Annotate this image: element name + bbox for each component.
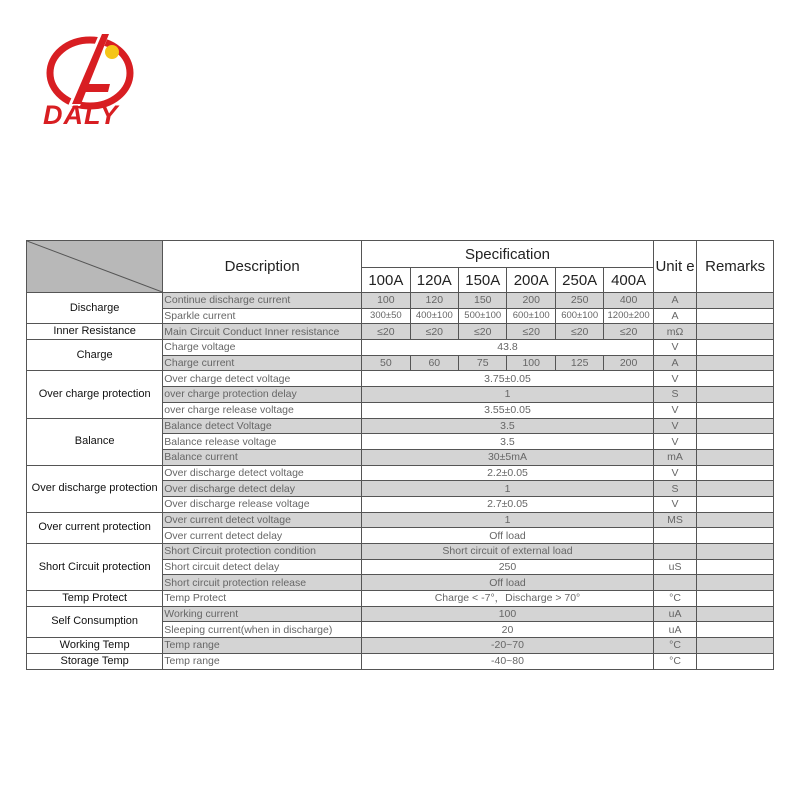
table-row (27, 293, 774, 309)
row-value: ≤20 (507, 324, 555, 340)
row-remarks (697, 638, 774, 654)
category-charge: Charge (27, 340, 163, 371)
row-remarks (697, 481, 774, 497)
row-unit: MS (653, 512, 696, 528)
row-remarks (697, 559, 774, 575)
table-row (27, 465, 774, 481)
row-unit: V (653, 496, 696, 512)
row-description: Charge voltage (163, 340, 362, 356)
row-description: Short circuit protection release (163, 575, 362, 591)
row-description: Short Circuit protection condition (163, 544, 362, 560)
category-over-charge: Over charge protection (27, 371, 163, 418)
row-description: Sparkle current (163, 308, 362, 324)
row-unit: V (653, 434, 696, 450)
table-row (27, 371, 774, 387)
header-current: 200A (507, 268, 555, 293)
table-row (27, 544, 774, 560)
row-value: 150 (459, 293, 507, 309)
row-value: 400 (604, 293, 653, 309)
row-value: Charge < -7°，Discharge > 70° (362, 591, 654, 607)
row-description: Temp range (163, 653, 362, 669)
row-description: Temp range (163, 638, 362, 654)
row-value: 1 (362, 512, 654, 528)
row-value: 400±100 (410, 308, 458, 324)
row-remarks (697, 528, 774, 544)
header-description: Description (163, 241, 362, 293)
row-value: 100 (507, 355, 555, 371)
row-unit: V (653, 418, 696, 434)
table-row (27, 606, 774, 622)
row-value: 1 (362, 481, 654, 497)
row-remarks (697, 340, 774, 356)
row-remarks (697, 512, 774, 528)
row-value: 75 (459, 355, 507, 371)
row-value: Off load (362, 528, 654, 544)
row-value: 300±50 (362, 308, 410, 324)
row-value: 3.5 (362, 434, 654, 450)
row-unit (653, 528, 696, 544)
row-unit: A (653, 355, 696, 371)
row-remarks (697, 308, 774, 324)
row-description: Over current detect voltage (163, 512, 362, 528)
header-specification: Specification (362, 241, 654, 268)
row-unit: V (653, 371, 696, 387)
specification-table (26, 240, 774, 670)
row-remarks (697, 465, 774, 481)
header-remarks: Remarks (697, 241, 774, 293)
header-corner (27, 241, 163, 293)
row-value: 1 (362, 387, 654, 403)
category-storage-temp: Storage Temp (27, 653, 163, 669)
row-value: 50 (362, 355, 410, 371)
row-unit: uS (653, 559, 696, 575)
row-value: ≤20 (604, 324, 653, 340)
row-value: ≤20 (459, 324, 507, 340)
diagonal-line-icon (27, 241, 162, 292)
row-value: 120 (410, 293, 458, 309)
row-remarks (697, 418, 774, 434)
category-inner-resistance: Inner Resistance (27, 324, 163, 340)
row-unit: S (653, 481, 696, 497)
row-remarks (697, 449, 774, 465)
row-unit: V (653, 402, 696, 418)
table-row (27, 324, 774, 340)
row-value: 1200±200 (604, 308, 653, 324)
row-remarks (697, 606, 774, 622)
row-unit: A (653, 308, 696, 324)
row-remarks (697, 653, 774, 669)
row-description: Temp Protect (163, 591, 362, 607)
header-current: 150A (459, 268, 507, 293)
header-current: 100A (362, 268, 410, 293)
header-current: 250A (555, 268, 603, 293)
row-description: Charge current (163, 355, 362, 371)
row-unit: °C (653, 653, 696, 669)
row-value: 250 (362, 559, 654, 575)
row-value: -40~80 (362, 653, 654, 669)
row-value: 600±100 (555, 308, 603, 324)
row-value: -20~70 (362, 638, 654, 654)
table-row (27, 653, 774, 669)
category-working-temp: Working Temp (27, 638, 163, 654)
row-description: over charge protection delay (163, 387, 362, 403)
row-value: 2.7±0.05 (362, 496, 654, 512)
row-value: 200 (507, 293, 555, 309)
row-description: Sleeping current(when in discharge) (163, 622, 362, 638)
table-row (27, 340, 774, 356)
row-remarks (697, 355, 774, 371)
row-remarks (697, 434, 774, 450)
row-value: 20 (362, 622, 654, 638)
row-description: Over discharge detect voltage (163, 465, 362, 481)
row-value: 100 (362, 293, 410, 309)
row-value: 2.2±0.05 (362, 465, 654, 481)
row-unit: S (653, 387, 696, 403)
row-description: Short circuit detect delay (163, 559, 362, 575)
row-value: 3.55±0.05 (362, 402, 654, 418)
row-value: ≤20 (410, 324, 458, 340)
category-over-current: Over current protection (27, 512, 163, 543)
row-value: 3.5 (362, 418, 654, 434)
row-unit (653, 544, 696, 560)
row-value: 600±100 (507, 308, 555, 324)
category-short-circuit: Short Circuit protection (27, 544, 163, 591)
row-unit (653, 575, 696, 591)
row-unit: °C (653, 638, 696, 654)
row-description: over charge release voltage (163, 402, 362, 418)
row-value: 60 (410, 355, 458, 371)
row-remarks (697, 591, 774, 607)
category-balance: Balance (27, 418, 163, 465)
row-value: ≤20 (555, 324, 603, 340)
row-description: Working current (163, 606, 362, 622)
row-description: Balance detect Voltage (163, 418, 362, 434)
row-description: Continue discharge current (163, 293, 362, 309)
row-description: Balance current (163, 449, 362, 465)
brand-name: DALY (43, 100, 119, 130)
table-row (27, 591, 774, 607)
row-unit: V (653, 340, 696, 356)
row-unit: A (653, 293, 696, 309)
row-unit: uA (653, 622, 696, 638)
category-discharge: Discharge (27, 293, 163, 324)
row-remarks (697, 371, 774, 387)
table-row (27, 638, 774, 654)
row-value: 500±100 (459, 308, 507, 324)
row-remarks (697, 575, 774, 591)
row-unit: V (653, 465, 696, 481)
row-remarks (697, 496, 774, 512)
header-current: 120A (410, 268, 458, 293)
row-description: Over discharge detect delay (163, 481, 362, 497)
row-unit: mA (653, 449, 696, 465)
row-value: 30±5mA (362, 449, 654, 465)
row-remarks (697, 324, 774, 340)
category-temp-protect: Temp Protect (27, 591, 163, 607)
row-unit: mΩ (653, 324, 696, 340)
row-description: Over current detect delay (163, 528, 362, 544)
row-value: 3.75±0.05 (362, 371, 654, 387)
category-self-consumption: Self Consumption (27, 606, 163, 637)
row-value: 43.8 (362, 340, 654, 356)
row-unit: °C (653, 591, 696, 607)
table-row (27, 512, 774, 528)
row-value: 100 (362, 606, 654, 622)
row-remarks (697, 622, 774, 638)
table-row (27, 418, 774, 434)
row-remarks (697, 544, 774, 560)
row-description: Over discharge release voltage (163, 496, 362, 512)
row-value: 200 (604, 355, 653, 371)
row-remarks (697, 387, 774, 403)
row-value: 250 (555, 293, 603, 309)
row-description: Balance release voltage (163, 434, 362, 450)
row-value: Off load (362, 575, 654, 591)
row-value: ≤20 (362, 324, 410, 340)
category-over-discharge: Over discharge protection (27, 465, 163, 512)
header-unit (653, 241, 696, 293)
header-current: 400A (604, 268, 653, 293)
row-value: Short circuit of external load (362, 544, 654, 560)
header-unit-text: Unit e (655, 257, 695, 275)
row-remarks (697, 293, 774, 309)
row-value: 125 (555, 355, 603, 371)
row-unit: uA (653, 606, 696, 622)
row-description: Over charge detect voltage (163, 371, 362, 387)
row-remarks (697, 402, 774, 418)
row-description: Main Circuit Conduct Inner resistance (163, 324, 362, 340)
